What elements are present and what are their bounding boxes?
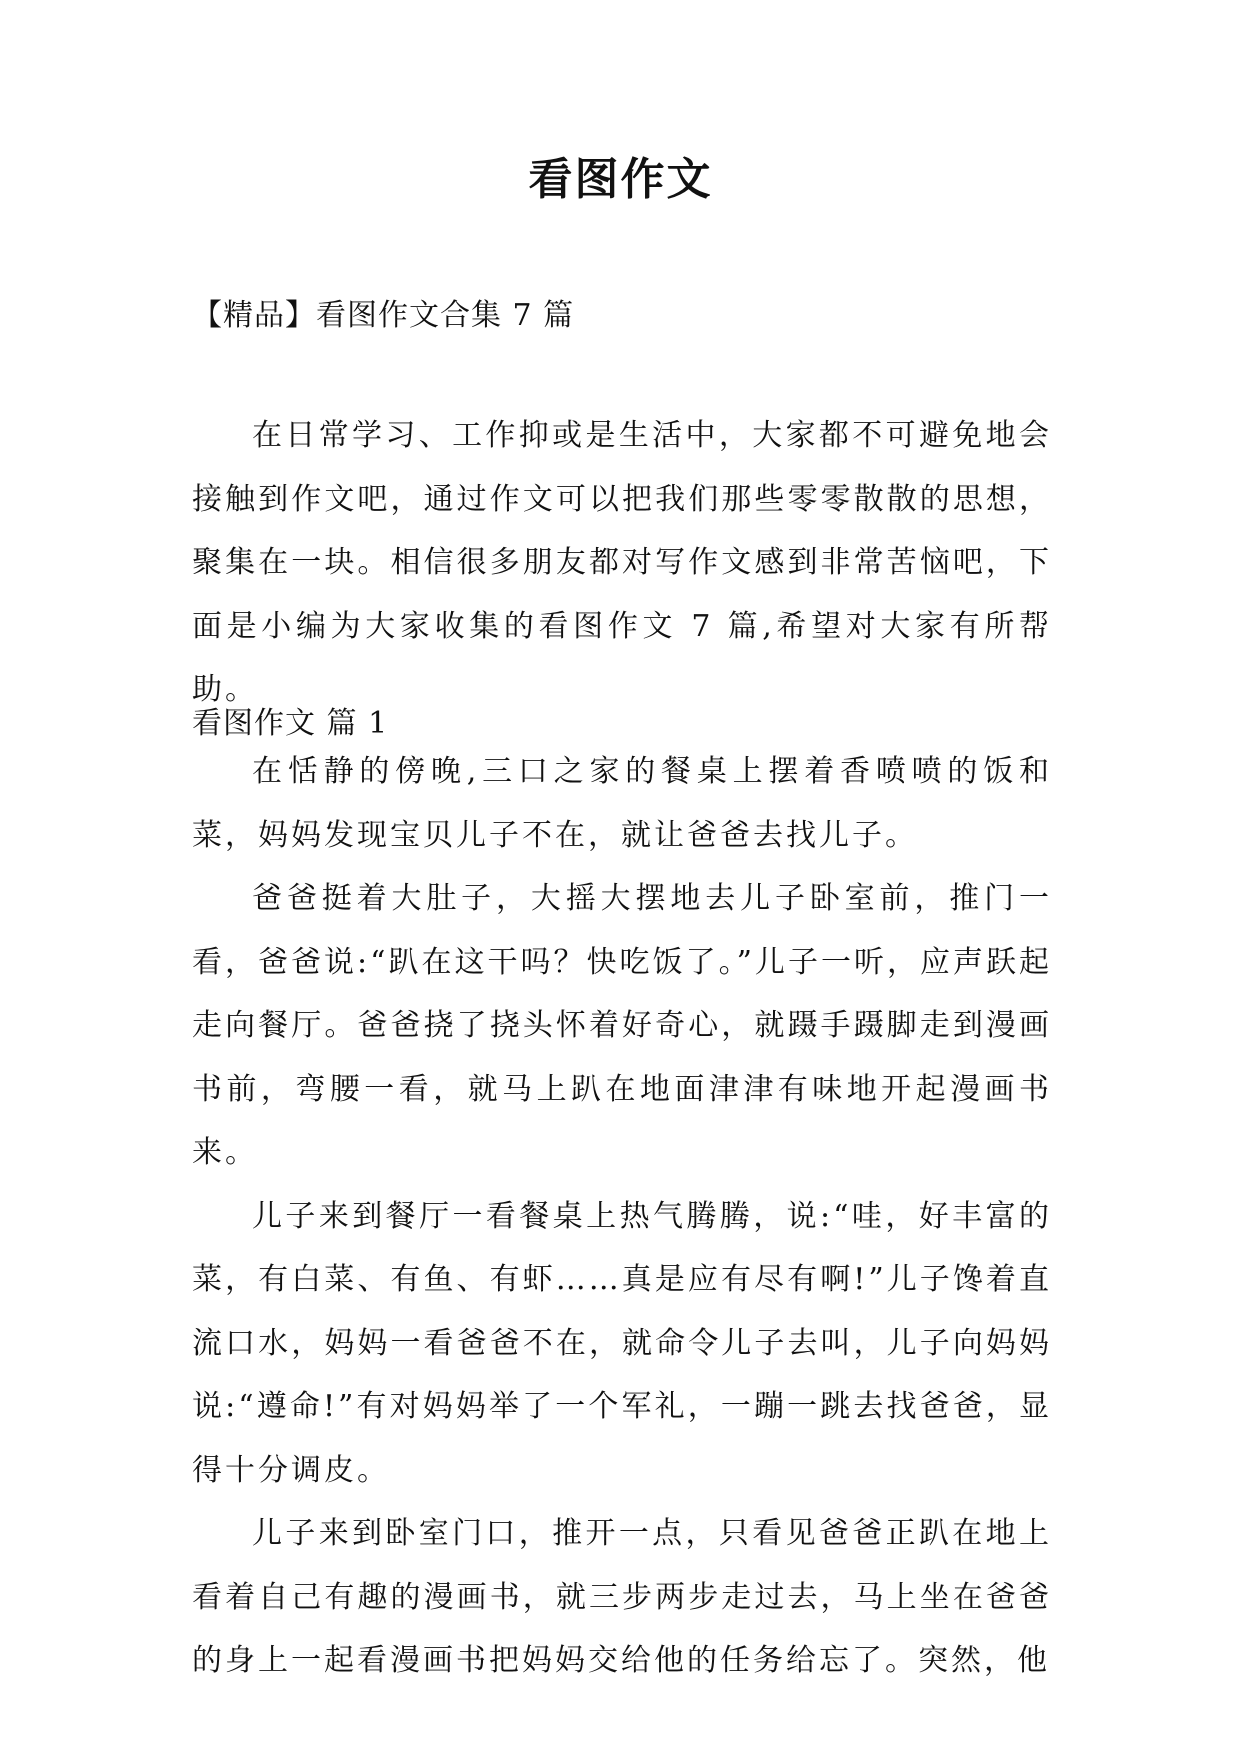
intro-paragraph: 在日常学习、工作抑或是生活中，大家都不可避免地会接触到作文吧，通过作文可以把我们那些零零散散的思想，聚集在一块。相信很多朋友都对写作文感到非常苦恼吧，下面是小编为大家收集的看图作文 7 篇,希望对大家有所帮助。 (192, 418, 1052, 707)
document-title: 看图作文 (528, 154, 713, 205)
section-heading: 看图作文 篇 1 (192, 706, 389, 741)
essay-paragraph-2: 爸爸挺着大肚子，大摇大摆地去儿子卧室前，推门一看，爸爸说:“趴在这干吗？快吃饭了。”儿子一听，应声跃起走向餐厅。爸爸挠了挠头怀着好奇心，就蹑手蹑脚走到漫画书前，弯腰一看，就马上趴在地面津津有味地开起漫画书来。 (192, 881, 1052, 1170)
essay-paragraph-3: 儿子来到餐厅一看餐桌上热气腾腾，说:“哇，好丰富的菜，有白菜、有鱼、有虾……真是应有尽有啊!”儿子馋着直流口水，妈妈一看爸爸不在，就命令儿子去叫，儿子向妈妈说:“遵命!”有对妈妈举了一个军礼，一蹦一跳去找爸爸，显得十分调皮。 (192, 1198, 1052, 1488)
essay-paragraph-4: 儿子来到卧室门口，推开一点，只看见爸爸正趴在地上看着自己有趣的漫画书，就三步两步走过去，马上坐在爸爸的身上一起看漫画书把妈妈交给他的任务给忘了。突然，他 (192, 1516, 1052, 1678)
intro-section (192, 404, 1052, 722)
essay-paragraph-1: 在恬静的傍晚,三口之家的餐桌上摆着香喷喷的饭和菜，妈妈发现宝贝儿子不在，就让爸爸去找儿子。 (192, 754, 1052, 853)
essay-section (192, 740, 1052, 1693)
document-subtitle: 【精品】看图作文合集 7 篇 (192, 298, 575, 333)
